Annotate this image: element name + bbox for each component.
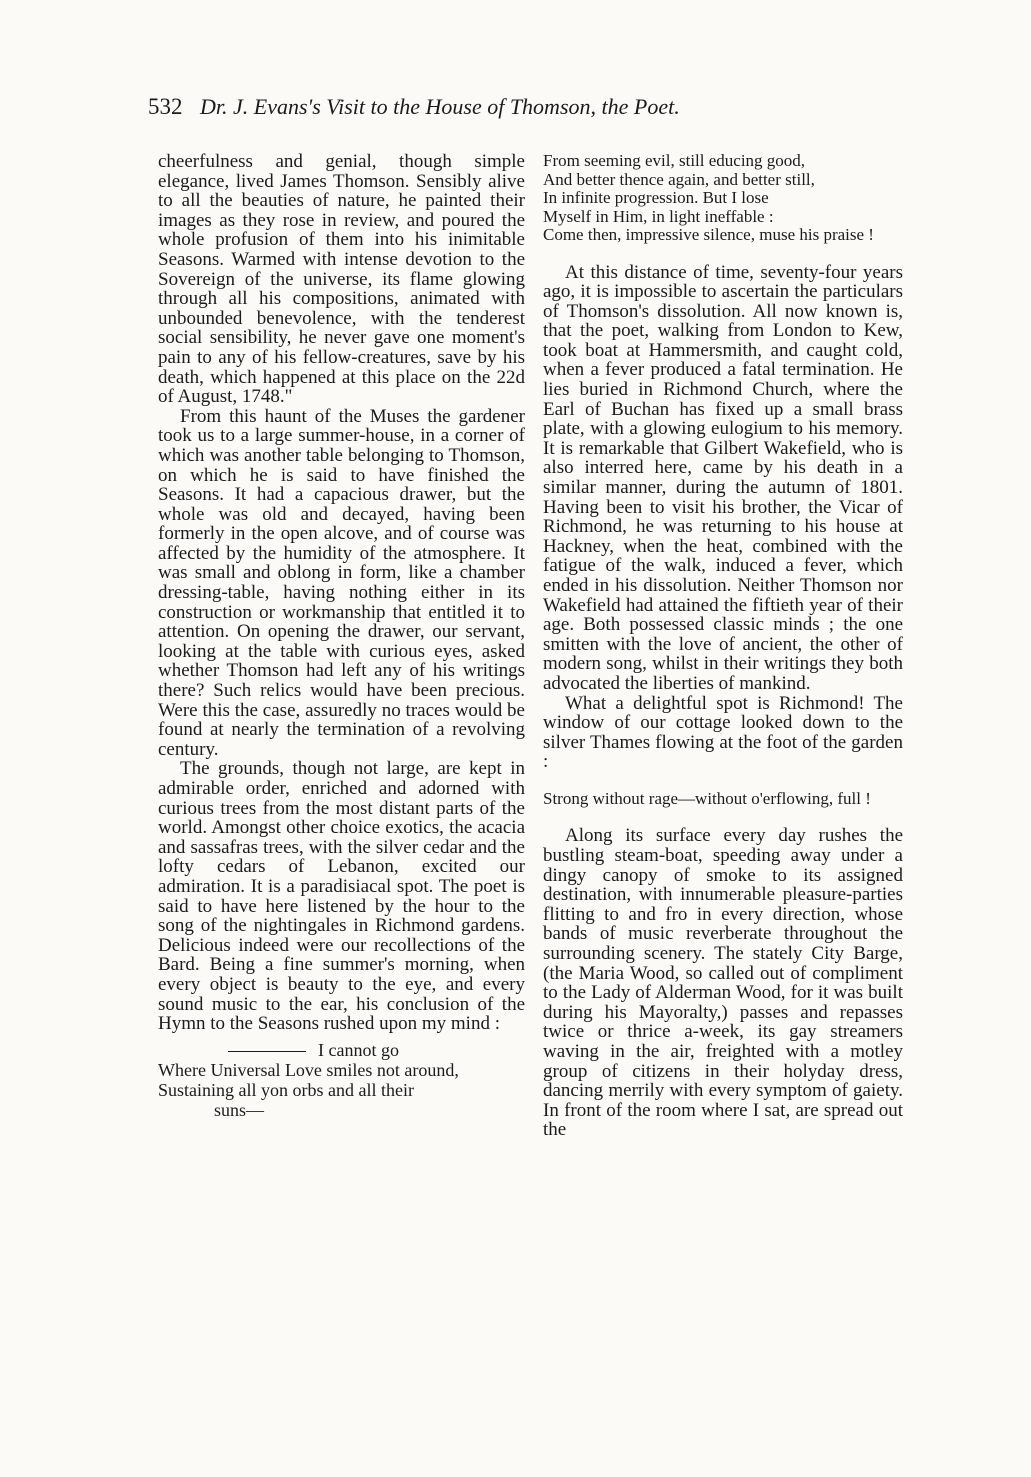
right-paragraph-1: At this distance of time, seventy-four years ago, it is impossible to ascertain the particulars of Thomson's dissolution. All now known is, that the poet, walking from London to Kew, took boat at Hammersmith, and caught cold, when a fever produced a fatal termination. He lies buried in Richmond Church, where the Earl of Buchan has fixed up a small brass plate, with a glowing eulogium to his memory. It is remarkable that Gilbert Wakefield, who is also interred here, came by his death in a similar manner, during the autumn of 1801. Having been to visit his brother, the Vicar of Richmond, he was returning to his house at Hackney, when the heat, combined with the fatigue of the walk, induced a fever, which ended in his dissolution. Neither Thomson nor Wakefield had attained the fiftieth year of their age. Both possessed classic minds ; the one smitten with the love of ancient, the other of modern song, whilst in their writings they both advocated the liberties of mankind.: [543, 261, 903, 694]
verse-line: suns—: [214, 1099, 265, 1120]
verse-line: And better thence again, and better still,: [543, 169, 815, 189]
verse-line: Come then, impressive silence, muse his praise !: [543, 225, 874, 244]
left-paragraph-2: From this haunt of the Muses the gardener took us to a large summer-house, in a corner of which was another table belonging to Thomson, on which he is said to have finished the Seasons. It had a capacious drawer, but the whole was old and decayed, having been formerly in the open alcove, and of course was affected by the humidity of the atmosphere. It was small and oblong in form, like a chamber dressing-table, having nothing either in its construction or workmanship that entitled it to attention. On opening the drawer, our servant, looking at the table with curious eyes, asked whether Thomson had left any of his writings there? Such relics would have been precious. Were this the case, assuredly no traces would be found at nearly the termination of a revolving century.: [158, 405, 525, 760]
right-column: [543, 152, 903, 1140]
hymn-quotation: [158, 1040, 525, 1120]
thames-quotation: [543, 790, 903, 809]
running-head: [148, 92, 908, 122]
verse-line: From seeming evil, still educing good,: [543, 151, 806, 170]
verse-line: Myself in Him, in light ineffable :: [543, 206, 774, 226]
left-paragraph-3: The grounds, though not large, are kept in admirable order, enriched and adorned with curious trees from the most distant parts of the world. Amongst other choice exotics, the acacia and sassafras trees, with the silver cedar and the lofty cedars of Lebanon, excited our admiration. It is a paradisiacal spot. The poet is said to have here listened by the hour to the song of the nightingales in Richmond gardens. Delicious indeed were our recollections of the Bard. Being a fine summer's morning, when every object is beauty to the eye, and every sound music to the ear, his conclusion of the Hymn to the Seasons rushed upon my mind :: [158, 758, 525, 1035]
verse-line: In infinite progression. But I lose: [543, 188, 769, 207]
left-paragraph-1: cheerfulness and genial, though simple elegance, lived James Thomson. Sensibly alive to all the beauties of nature, he painted their images as they rose in review, and poured the whole profusion of them into his inimitable Seasons. Warmed with intense devotion to the Sovereign of the universe, its flame glowing through all his compositions, animated with unbounded benevolence, with the tenderest social sensibility, he never gave one moment's pain to any of his fellow-creatures, save by his death, which happened at this place on the 22d of August, 1748.": [158, 151, 525, 408]
em-rule: [228, 1051, 306, 1052]
right-paragraph-3: Along its surface every day rushes the bustling steam-boat, speeding away under a dingy canopy of smoke to its assigned destination, with innumerable pleasure-parties flitting to and fro in every direction, whose bands of music reverberate throughout the surrounding scenery. The stately City Barge, (the Maria Wood, so called out of compliment to the Lady of Alderman Wood, for it was built during his Mayoralty,) passes and repasses twice or thrice a-week, its gay streamers waving in the air, freighted with a motley group of citizens in their holyday dress, dancing merrily with every symptom of gaiety. In front of the room where I sat, are spread out the: [543, 825, 903, 1141]
verse-line: Strong without rage—without o'erflowing, full !: [543, 788, 871, 808]
verse-line: Sustaining all yon orbs and all their: [158, 1079, 414, 1100]
page-number: 532: [148, 94, 183, 119]
verse-line: Where Universal Love smiles not around,: [158, 1059, 459, 1080]
left-column: [158, 152, 525, 1120]
running-title: Dr. J. Evans's Visit to the House of Thomson, the Poet.: [200, 94, 680, 119]
hymn-quotation-continued: [543, 152, 903, 245]
right-paragraph-2: What a delightful spot is Richmond! The window of our cottage looked down to the silver Thames flowing at the foot of the garden :: [543, 692, 903, 773]
verse-line: I cannot go: [158, 1040, 525, 1060]
